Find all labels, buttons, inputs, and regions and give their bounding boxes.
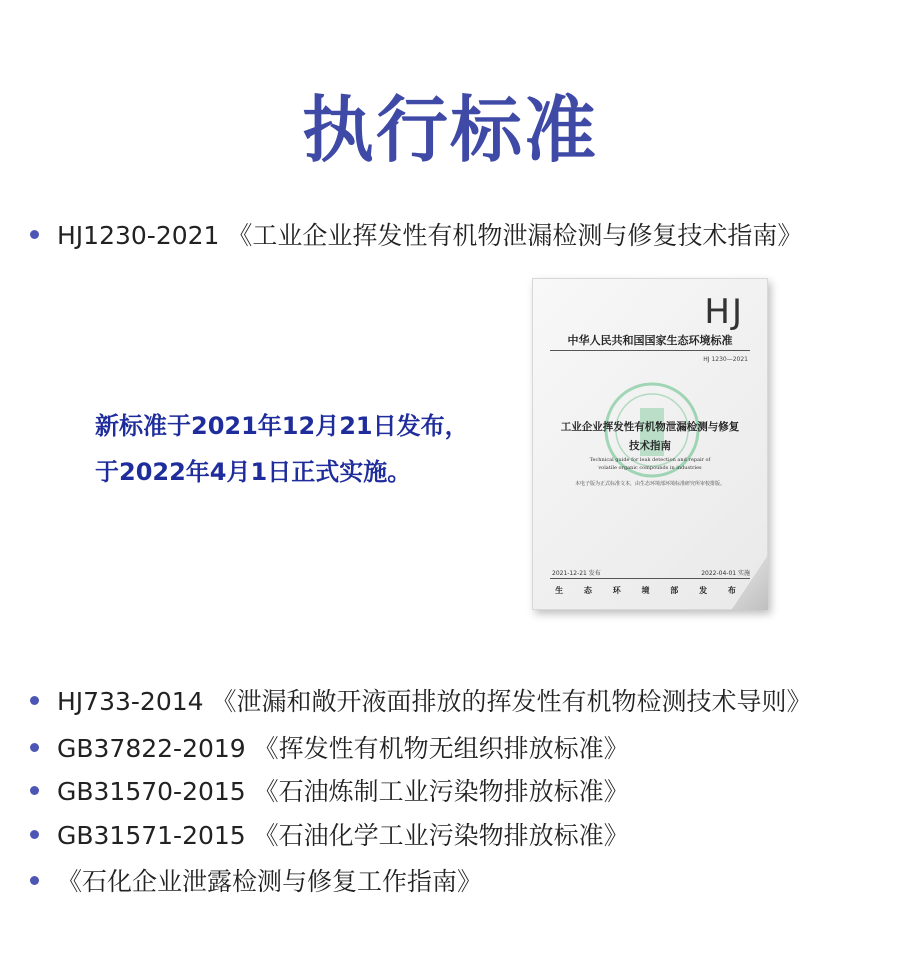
cover-issuer: 生 态 环 境 部 发 布 (555, 586, 745, 595)
cover-org: 中华人民共和国国家生态环境标准 (567, 334, 733, 347)
standard-item-hj1230 (30, 216, 802, 252)
bullet-icon (30, 696, 39, 705)
notice-line-1: 新标准于2021年12月21日发布， (95, 412, 469, 440)
cover-implement-date: 2022-04-01 实施 (701, 570, 750, 577)
page-title: 执行标准 (301, 88, 598, 172)
cover-title (532, 418, 768, 456)
cover-logo: HJ (704, 292, 744, 332)
cover-publish-date: 2021-12-21 发布 (552, 570, 601, 577)
standard-text: HJ1230-2021 《工业企业挥发性有机物泄漏检测与修复技术指南》 (57, 221, 803, 250)
cover-en-line-1: Technical guide for leak detection and repair of (589, 457, 711, 463)
notice-line-2: 于2022年4月1日正式实施。 (95, 458, 412, 486)
cover-english-title (532, 456, 768, 472)
standard-item (30, 816, 629, 852)
release-notice (95, 403, 469, 495)
cover-divider (550, 350, 750, 351)
standard-cover-image (532, 278, 768, 610)
cover-divider-bottom (550, 578, 750, 579)
bullet-icon (30, 230, 39, 239)
cover-en-line-2: volatile organic compounds in industries (598, 465, 702, 471)
standard-text: HJ733-2014 《泄漏和敞开液面排放的挥发性有机物检测技术导则》 (57, 687, 812, 716)
standard-item (30, 729, 629, 765)
cover-number: HJ 1230—2021 (703, 356, 748, 363)
standard-text: GB31571-2015 《石油化学工业污染物排放标准》 (57, 821, 629, 850)
bullet-icon (30, 830, 39, 839)
cover-title-line-1: 工业企业挥发性有机物泄漏检测与修复 (560, 421, 740, 433)
standard-item (30, 772, 629, 808)
standard-text: GB31570-2015 《石油炼制工业污染物排放标准》 (57, 777, 629, 806)
standard-item (30, 862, 482, 898)
standard-text: 《石化企业泄露检测与修复工作指南》 (57, 867, 483, 896)
bullet-icon (30, 786, 39, 795)
bullet-icon (30, 743, 39, 752)
standard-text: GB37822-2019 《挥发性有机物无组织排放标准》 (57, 734, 629, 763)
cover-note: 本电子版为正式标准文本，由生态环境部环境标准研究所审校排版。 (574, 481, 725, 487)
standard-item (30, 682, 811, 718)
cover-title-line-2: 技术指南 (629, 440, 671, 452)
bullet-icon (30, 876, 39, 885)
page-curl (730, 552, 768, 610)
